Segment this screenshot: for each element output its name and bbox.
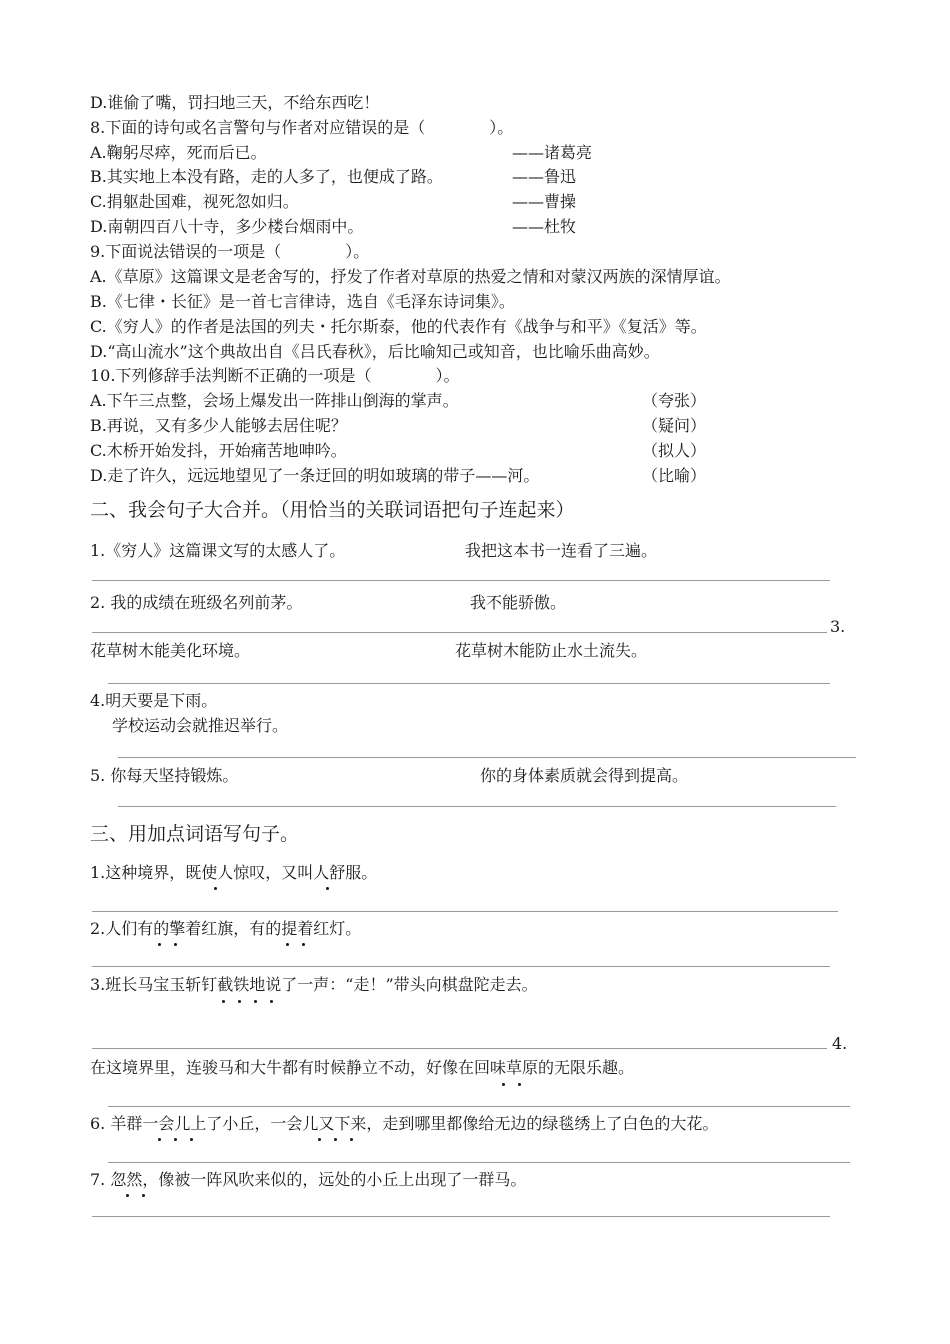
emphasis-dot bbox=[350, 1138, 353, 1141]
answer-line[interactable] bbox=[92, 966, 830, 967]
answer-line[interactable] bbox=[92, 911, 838, 912]
s3-item1: 1.这种境界，既使人惊叹，又叫人舒服。 bbox=[90, 863, 378, 882]
s2-item2-b: 我不能骄傲。 bbox=[470, 593, 567, 612]
emphasis-dot bbox=[214, 887, 217, 890]
s3-item4-number: 4. bbox=[832, 1034, 848, 1053]
q8-stem: 8.下面的诗句或名言警句与作者对应错误的是（ ）。 bbox=[90, 118, 514, 137]
s2-item4-b: 学校运动会就推迟举行。 bbox=[112, 716, 289, 735]
q8-option-d: D.南朝四百八十寺，多少楼台烟雨中。 bbox=[90, 217, 364, 236]
s2-item4-a: 4.明天要是下雨。 bbox=[90, 691, 218, 710]
q10-option-b: B.再说，又有多少人能够去居住呢？ bbox=[90, 416, 347, 435]
emphasis-dot bbox=[126, 1194, 129, 1197]
q8-author-a: ——诸葛亮 bbox=[512, 143, 593, 162]
emphasis-dot bbox=[270, 1000, 273, 1003]
emphasis-dot bbox=[518, 1083, 521, 1086]
q8-option-a: A.鞠躬尽瘁，死而后已。 bbox=[90, 143, 267, 162]
q9-option-b: B.《七律・长征》是一首七言律诗，选自《毛泽东诗词集》。 bbox=[90, 292, 515, 311]
emphasis-dot bbox=[286, 943, 289, 946]
q10-stem: 10.下列修辞手法判断不正确的一项是（ ）。 bbox=[90, 366, 460, 385]
emphasis-dot bbox=[142, 1194, 145, 1197]
answer-line[interactable] bbox=[108, 683, 830, 684]
q9-option-d: D.“高山流水”这个典故出自《吕氏春秋》，后比喻知己或知音，也比喻乐曲高妙。 bbox=[90, 342, 660, 361]
answer-line[interactable] bbox=[118, 757, 856, 758]
q10-tag-b: （疑问） bbox=[642, 416, 707, 435]
q10-tag-c: （拟人） bbox=[642, 441, 707, 460]
emphasis-dot bbox=[222, 1000, 225, 1003]
emphasis-dot bbox=[318, 1138, 321, 1141]
emphasis-dot bbox=[174, 1138, 177, 1141]
s3-item3: 3.班长马宝玉斩钉截铁地说了一声：“走！”带头向棋盘陀走去。 bbox=[90, 975, 538, 994]
emphasis-dot bbox=[190, 1138, 193, 1141]
s3-item4: 在这境界里，连骏马和大牛都有时候静立不动，好像在回味草原的无限乐趣。 bbox=[90, 1058, 635, 1077]
section-3-title: 三、用加点词语写句子。 bbox=[90, 823, 300, 845]
q10-option-c: C.木桥开始发抖，开始痛苦地呻吟。 bbox=[90, 441, 347, 460]
s3-item2: 2.人们有的擎着红旗，有的提着红灯。 bbox=[90, 919, 362, 938]
emphasis-dot bbox=[254, 1000, 257, 1003]
emphasis-dot bbox=[238, 1000, 241, 1003]
emphasis-dot bbox=[334, 1138, 337, 1141]
s2-item3-b: 花草树木能防止水土流失。 bbox=[455, 641, 648, 660]
emphasis-dot bbox=[174, 943, 177, 946]
q8-option-b: B.其实地上本没有路，走的人多了，也便成了路。 bbox=[90, 167, 443, 186]
q9-option-a: A.《草原》这篇课文是老舍写的，抒发了作者对草原的热爱之情和对蒙汉两族的深情厚谊。 bbox=[90, 267, 731, 286]
s2-item1-b: 我把这本书一连看了三遍。 bbox=[465, 541, 658, 560]
q10-tag-d: （比喻） bbox=[642, 466, 707, 485]
q8-author-b: ——鲁迅 bbox=[512, 167, 577, 186]
q9-option-c: C.《穷人》的作者是法国的列夫・托尔斯泰，他的代表作有《战争与和平》《复活》等。 bbox=[90, 317, 707, 336]
s2-item3-number: 3. bbox=[830, 617, 846, 636]
s2-item5-b: 你的身体素质就会得到提高。 bbox=[480, 766, 689, 785]
s2-item3-a: 花草树木能美化环境。 bbox=[90, 641, 251, 660]
q9-stem: 9.下面说法错误的一项是（ ）。 bbox=[90, 242, 370, 261]
answer-line[interactable] bbox=[92, 580, 830, 581]
s3-item7: 7. 忽然，像被一阵风吹来似的，远处的小丘上出现了一群马。 bbox=[90, 1170, 527, 1189]
emphasis-dot bbox=[158, 943, 161, 946]
s2-item2-a: 2. 我的成绩在班级名列前茅。 bbox=[90, 593, 303, 612]
answer-line[interactable] bbox=[118, 806, 836, 807]
q10-tag-a: （夸张） bbox=[642, 391, 707, 410]
answer-line[interactable] bbox=[92, 632, 827, 633]
s2-item1-a: 1.《穷人》这篇课文写的太感人了。 bbox=[90, 541, 346, 560]
emphasis-dot bbox=[158, 1138, 161, 1141]
q7-option-d: D.谁偷了嘴，罚扫地三天，不给东西吃！ bbox=[90, 93, 380, 112]
q10-option-d: D.走了许久，远远地望见了一条迂回的明如玻璃的带子——河。 bbox=[90, 466, 540, 485]
answer-line[interactable] bbox=[108, 1162, 850, 1163]
answer-line[interactable] bbox=[92, 1216, 830, 1217]
s3-item6: 6. 羊群一会儿上了小丘，一会儿又下来，走到哪里都像给无边的绿毯绣上了白色的大花。 bbox=[90, 1114, 719, 1133]
section-2-title: 二、我会句子大合并。（用恰当的关联词语把句子连起来） bbox=[90, 499, 575, 521]
answer-line[interactable] bbox=[108, 1106, 850, 1107]
emphasis-dot bbox=[326, 887, 329, 890]
q10-option-a: A.下午三点整，会场上爆发出一阵排山倒海的掌声。 bbox=[90, 391, 459, 410]
s2-item5-a: 5. 你每天坚持锻炼。 bbox=[90, 766, 239, 785]
q8-author-d: ——杜牧 bbox=[512, 217, 577, 236]
emphasis-dot bbox=[302, 943, 305, 946]
emphasis-dot bbox=[502, 1083, 505, 1086]
q8-option-c: C.捐躯赴国难，视死忽如归。 bbox=[90, 192, 299, 211]
answer-line[interactable] bbox=[92, 1048, 827, 1049]
q8-author-c: ——曹操 bbox=[512, 192, 577, 211]
